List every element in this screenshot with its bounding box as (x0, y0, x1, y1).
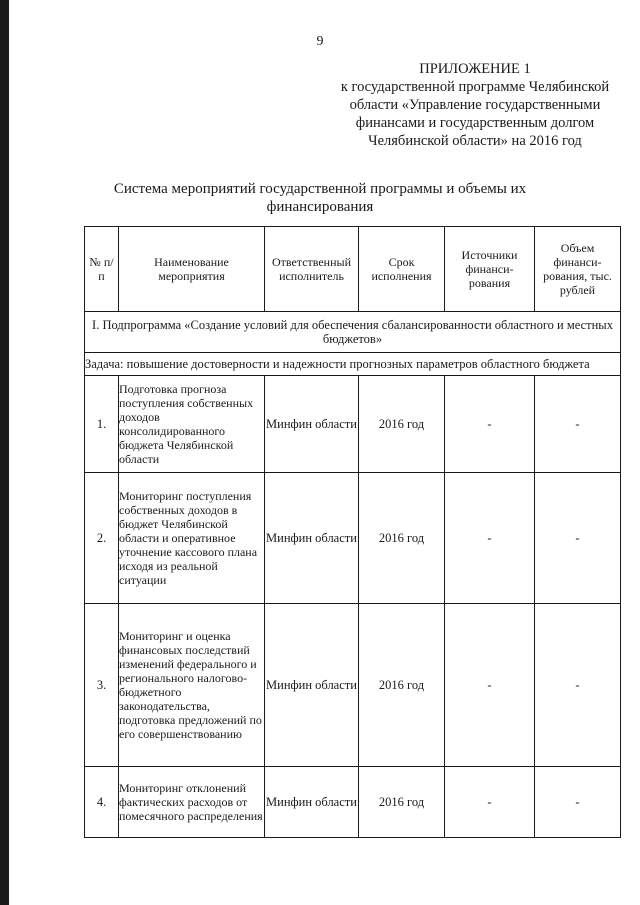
row-num: 1. (85, 376, 119, 473)
row-term: 2016 год (359, 767, 445, 838)
appendix-title: ПРИЛОЖЕНИЕ 1 (419, 61, 531, 77)
section-title: I. Подпрограмма «Создание условий для обеспечения сбалансированности областного и местных бюджетов» (85, 312, 621, 353)
row-volume: - (535, 604, 621, 767)
row-sources: - (445, 767, 535, 838)
row-num: 3. (85, 604, 119, 767)
row-volume: - (535, 767, 621, 838)
table-row (85, 604, 621, 767)
row-num: 2. (85, 473, 119, 604)
table-row (85, 473, 621, 604)
task-row (85, 353, 621, 376)
row-name: Мониторинг поступления собственных доходов в бюджет Челябинской области и оперативное уточнение кассового плана исходя из реальной ситуации (119, 473, 265, 604)
task-title: Задача: повышение достоверности и надежности прогнозных параметров областного бюджета (85, 353, 621, 376)
header-executor: Ответственный исполнитель (265, 227, 359, 312)
row-sources: - (445, 604, 535, 767)
row-sources: - (445, 376, 535, 473)
header-num: № п/п (85, 227, 119, 312)
row-executor: Минфин области (265, 376, 359, 473)
document-title: Система мероприятий государственной программы и объемы их финансирования (113, 181, 527, 215)
appendix-text: к государственной программе Челябинской области «Управление государственными финансами и государственным долгом Челябинской области» на 2016 год (340, 79, 610, 149)
row-sources: - (445, 473, 535, 604)
activities-table (84, 226, 621, 838)
header-term: Срок исполнения (359, 227, 445, 312)
table-row (85, 376, 621, 473)
table-row (85, 767, 621, 838)
row-volume: - (535, 473, 621, 604)
row-executor: Минфин области (265, 767, 359, 838)
row-term: 2016 год (359, 604, 445, 767)
section-row (85, 312, 621, 353)
row-term: 2016 год (359, 376, 445, 473)
row-term: 2016 год (359, 473, 445, 604)
row-name: Мониторинг отклонений фактических расходов от помесячного распределения (119, 767, 265, 838)
row-num: 4. (85, 767, 119, 838)
page-number: 9 (316, 34, 324, 49)
scan-edge-bar (0, 0, 9, 905)
row-name: Мониторинг и оценка финансовых последствий изменений федерального и регионального налогово-бюджетного законодательства, подготовка предложений по его совершенствованию (119, 604, 265, 767)
header-volume: Объем финанси-рования, тыс. рублей (535, 227, 621, 312)
row-volume: - (535, 376, 621, 473)
row-name: Подготовка прогноза поступления собственных доходов консолидированного бюджета Челябинской области (119, 376, 265, 473)
header-name: Наименование мероприятия (119, 227, 265, 312)
table-header-row (85, 227, 621, 312)
row-executor: Минфин области (265, 473, 359, 604)
row-executor: Минфин области (265, 604, 359, 767)
appendix-block (330, 60, 620, 150)
header-sources: Источники финанси-рования (445, 227, 535, 312)
